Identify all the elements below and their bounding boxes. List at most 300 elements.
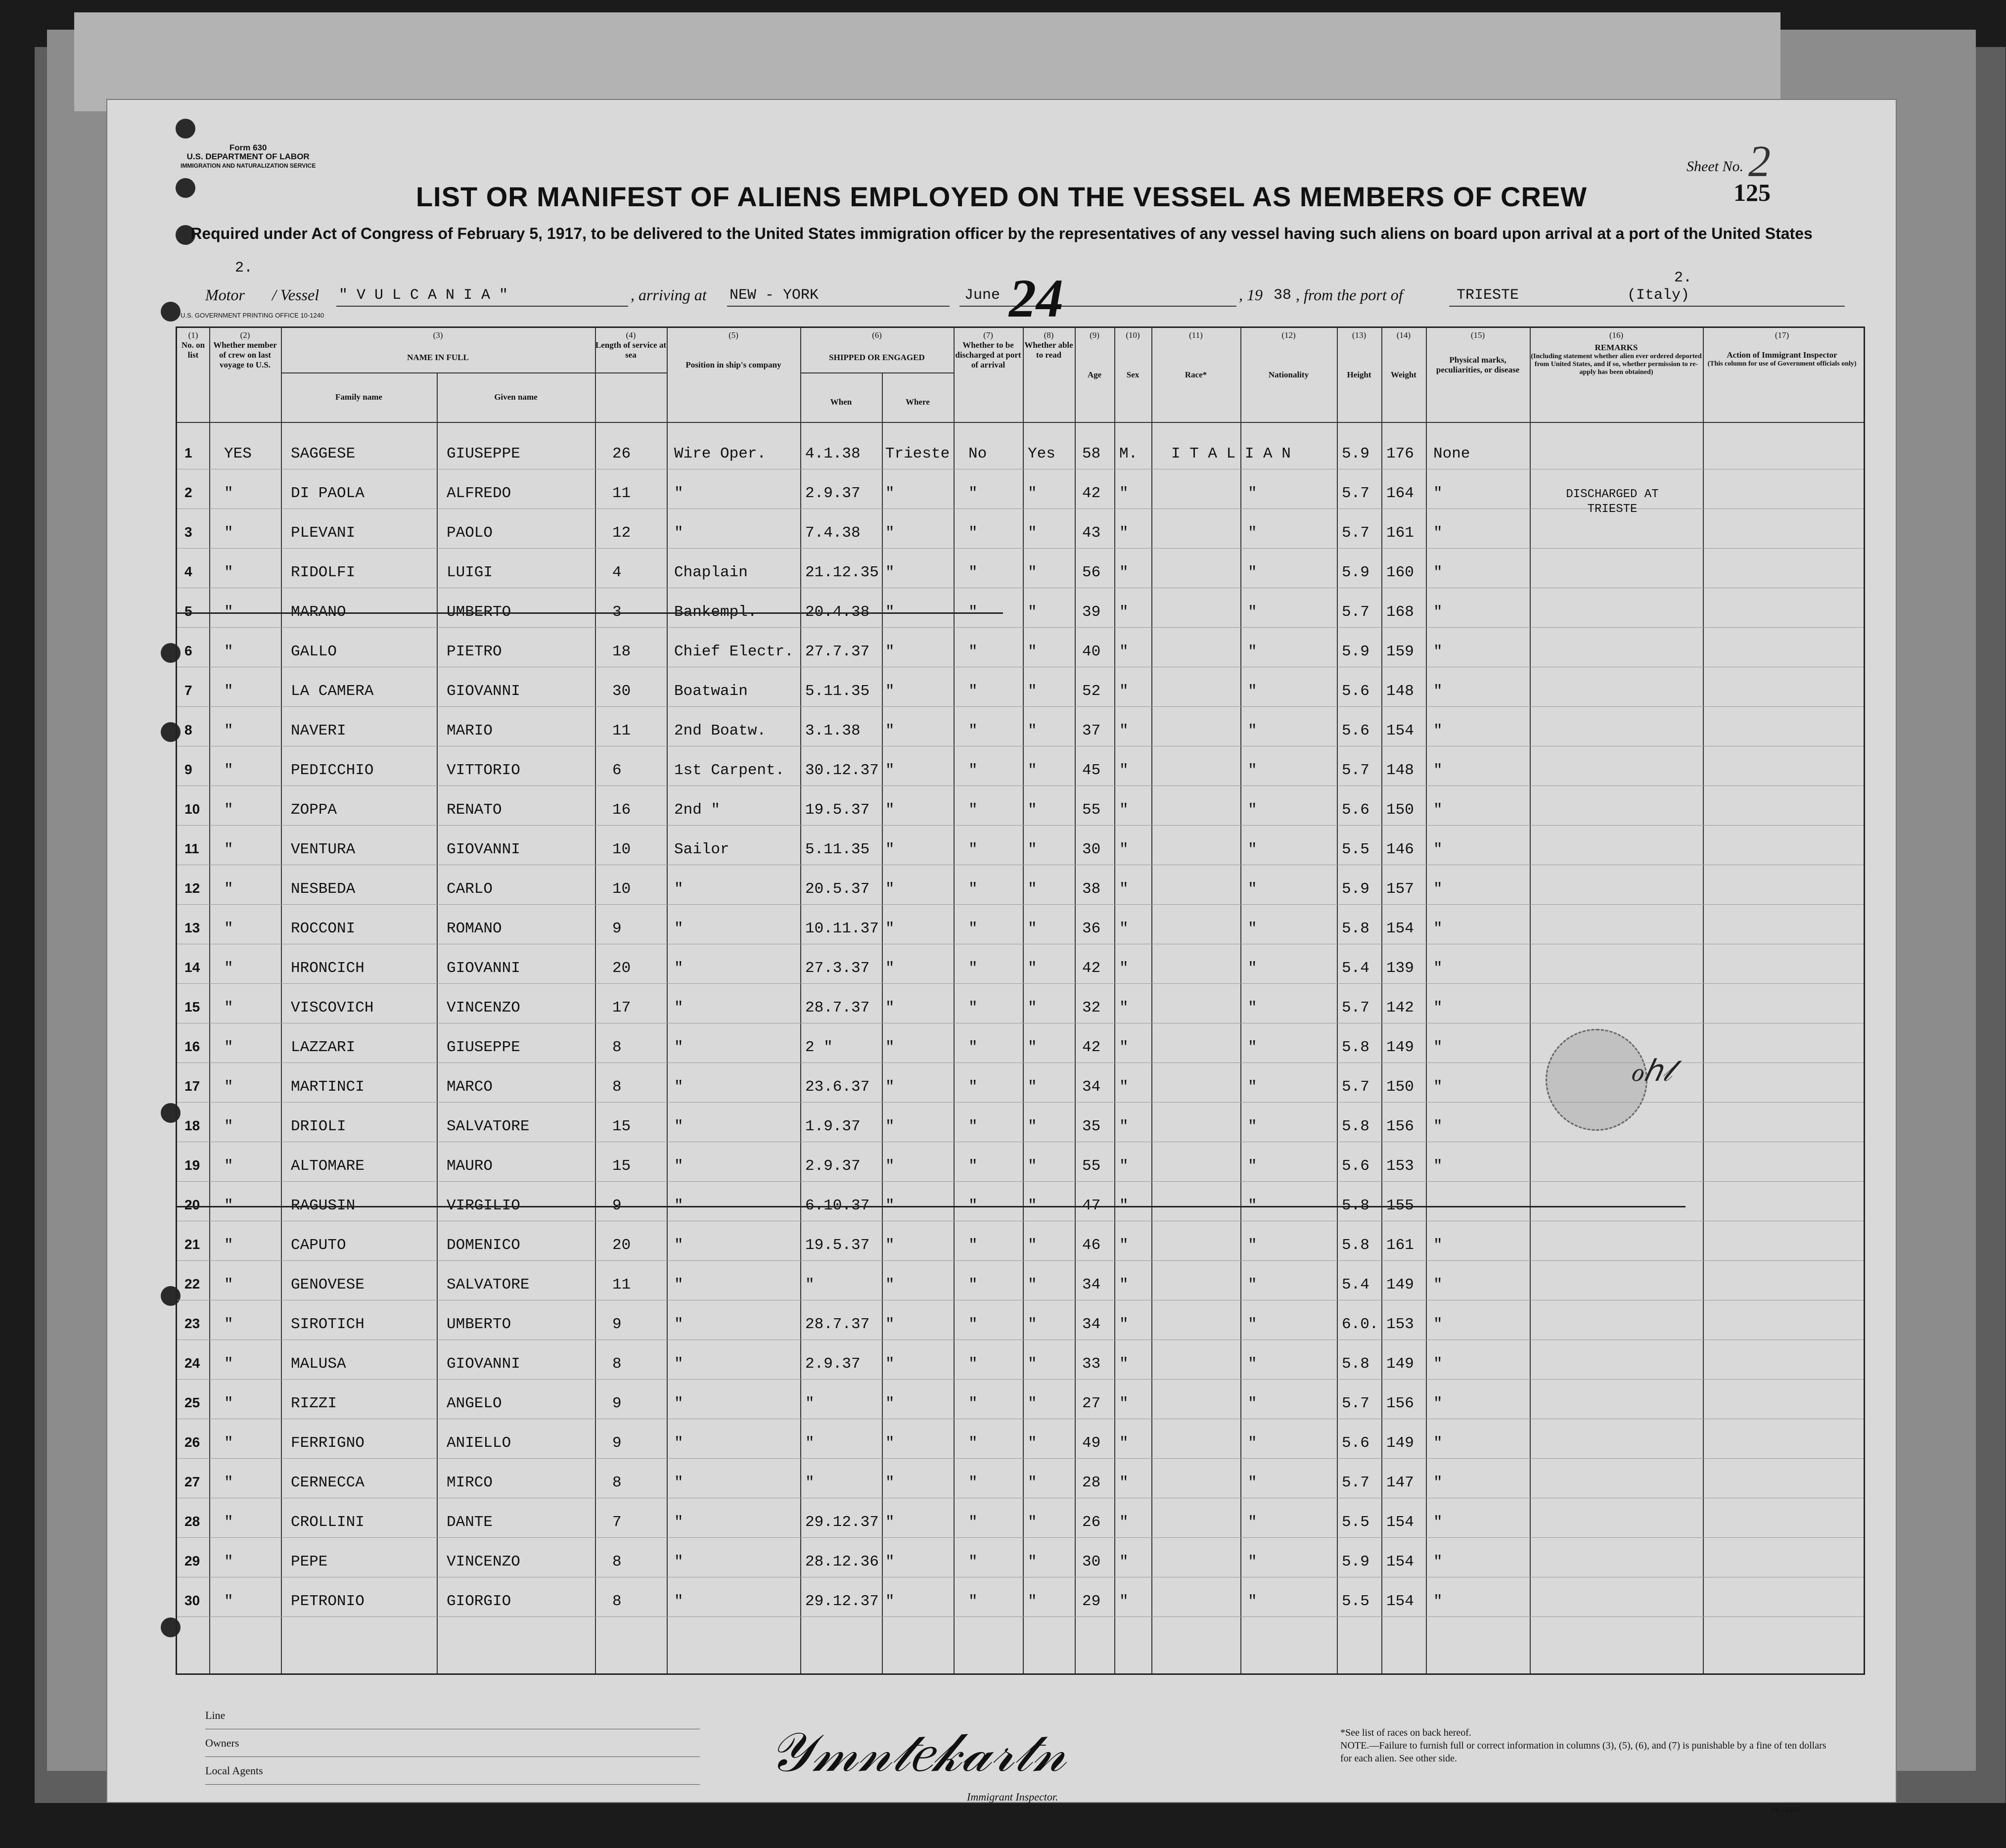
family-name-cell: LA CAMERA [291,683,374,700]
shipped-when-cell: 1.9.37 [805,1118,861,1135]
sex-cell: " [1119,1553,1129,1571]
weight-cell: 164 [1386,485,1414,502]
family-name-cell: CROLLINI [291,1514,365,1531]
sex-cell: " [1119,1316,1129,1333]
age-cell: 45 [1082,762,1101,779]
given-name-cell: ROMANO [447,920,502,937]
form-code: 14—1240 [1771,1805,1801,1813]
table-row [177,711,1864,750]
shipped-when-cell: 2.9.37 [805,1157,861,1175]
weight-cell: 150 [1386,801,1414,819]
physical-marks-cell: " [1433,524,1443,542]
weight-cell: 159 [1386,643,1414,660]
motor-label: Motor [205,286,245,304]
table-row [177,1344,1864,1383]
able-to-read-cell: " [1028,1197,1037,1214]
given-name-cell: ANGELO [447,1395,502,1412]
shipped-when-cell: 30.12.37 [805,762,879,779]
weight-cell: 149 [1386,1276,1414,1294]
header-list-number: (1) No. on list [181,330,205,360]
height-cell: 5.4 [1342,1276,1369,1294]
able-to-read-cell: " [1028,1514,1037,1531]
physical-marks-cell: " [1433,960,1443,977]
given-name-cell: ALFREDO [447,485,511,502]
family-name-cell: VENTURA [291,841,356,858]
given-name-cell: DOMENICO [447,1237,520,1254]
sex-cell: " [1119,1118,1129,1135]
table-row [177,1265,1864,1304]
list-number-cell: 14 [184,960,200,975]
nationality-cell: " [1248,1316,1257,1333]
family-name-cell: RIZZI [291,1395,337,1412]
service-length-cell: 9 [612,1434,622,1452]
sex-cell: " [1119,1157,1129,1175]
height-cell: 5.7 [1342,1078,1369,1096]
shipped-where-cell: " [885,1316,895,1333]
shipped-when-cell: 21.12.35 [805,564,879,581]
shipped-when-cell: 4.1.38 [805,445,861,462]
family-name-cell: SAGGESE [291,445,356,462]
table-row [177,632,1864,671]
physical-marks-cell: " [1433,1355,1443,1373]
shipped-where-cell: " [885,524,895,542]
physical-marks-cell: " [1433,1157,1443,1175]
position-cell: " [674,960,684,977]
position-cell: " [674,1316,684,1333]
arriving-label: , arriving at [631,286,707,304]
sex-cell: " [1119,485,1129,502]
age-cell: 55 [1082,1157,1101,1175]
weight-cell: 176 [1386,445,1414,462]
sex-cell: " [1119,603,1129,621]
physical-marks-cell: " [1433,564,1443,581]
footer-line-label: Line [205,1702,700,1729]
position-cell: " [674,485,684,502]
given-name-cell: LUIGI [447,564,493,581]
shipped-when-cell: 27.7.37 [805,643,870,660]
last-voyage-cell: " [224,1276,233,1294]
weight-cell: 153 [1386,1316,1414,1333]
position-cell: " [674,1434,684,1452]
position-cell: " [674,1197,684,1214]
physical-marks-cell: " [1433,1237,1443,1254]
given-name-cell: SALVATORE [447,1118,530,1135]
able-to-read-cell: Yes [1028,445,1055,462]
discharged-cell: " [968,801,978,819]
family-name-cell: RIDOLFI [291,564,356,581]
last-voyage-cell: " [224,524,233,542]
shipped-where-cell: " [885,1593,895,1610]
shipped-where-cell: " [885,1355,895,1373]
position-cell: Boatwain [674,683,748,700]
from-label: , from the port of [1296,286,1403,304]
age-cell: 38 [1082,880,1101,898]
service-length-cell: 10 [612,841,631,858]
list-number-cell: 18 [184,1118,200,1133]
position-cell: " [674,1078,684,1096]
manifest-sheet [106,99,1897,1813]
service-length-cell: 18 [612,643,631,660]
last-voyage-cell: " [224,880,233,898]
discharged-cell: " [968,841,978,858]
service-length-cell: 9 [612,1316,622,1333]
age-cell: 26 [1082,1514,1101,1531]
last-voyage-cell: YES [224,445,252,462]
weight-cell: 154 [1386,1553,1414,1571]
shipped-where-cell: Trieste [885,445,950,462]
table-row [177,830,1864,869]
age-cell: 52 [1082,683,1101,700]
sex-cell: " [1119,801,1129,819]
able-to-read-cell: " [1028,1157,1037,1175]
last-voyage-cell: " [224,1118,233,1135]
height-cell: 5.5 [1342,841,1369,858]
family-name-cell: PEPE [291,1553,328,1571]
header-last-voyage: (2) Whether member of crew on last voyage to U.S. [213,330,277,370]
last-voyage-cell: " [224,1078,233,1096]
physical-marks-cell: " [1433,880,1443,898]
physical-marks-cell: " [1433,1118,1443,1135]
header-race: (11) Race* [1185,330,1207,379]
table-row [177,790,1864,829]
shipped-where-cell: " [885,841,895,858]
given-name-cell: UMBERTO [447,1316,511,1333]
last-voyage-cell: " [224,564,233,581]
service-length-cell: 20 [612,960,631,977]
service-length-cell: 8 [612,1474,622,1491]
nationality-cell: " [1248,1276,1257,1294]
shipped-where-cell: " [885,603,895,621]
header-position: (5) Position in ship's company [685,330,781,370]
age-cell: 56 [1082,564,1101,581]
position-cell: 2nd " [674,801,721,819]
physical-marks-cell: None [1433,445,1470,462]
able-to-read-cell: " [1028,1237,1037,1254]
service-length-cell: 15 [612,1157,631,1175]
family-name-cell: HRONCICH [291,960,365,977]
able-to-read-cell: " [1028,999,1037,1016]
given-name-cell: DANTE [447,1514,493,1531]
service-length-cell: 8 [612,1039,622,1056]
list-number-cell: 27 [184,1474,200,1489]
last-voyage-cell: " [224,1237,233,1254]
discharged-cell: " [968,1474,978,1491]
height-cell: 5.5 [1342,1593,1369,1610]
sex-cell: " [1119,524,1129,542]
sex-cell: " [1119,1078,1129,1096]
header-shipped: (6) SHIPPED OR ENGAGED [829,330,925,362]
shipped-when-cell: 20.5.37 [805,880,870,898]
shipped-when-cell: 29.12.37 [805,1514,879,1531]
shipped-when-cell: 10.11.37 [805,920,879,937]
physical-marks-cell: " [1433,1434,1443,1452]
sex-cell: M. [1119,445,1138,462]
crew-table [176,326,1865,1675]
able-to-read-cell: " [1028,1474,1037,1491]
departure-port: TRIESTE [1457,287,1519,304]
sex-cell: " [1119,1197,1129,1214]
header-sex: (10) Sex [1126,330,1140,379]
age-cell: 30 [1082,1553,1101,1571]
age-cell: 55 [1082,801,1101,819]
header-read: (8) Whether able to read [1024,330,1073,360]
shipped-where-cell: " [885,999,895,1016]
service-length-cell: 16 [612,801,631,819]
list-number-cell: 11 [184,841,199,856]
table-row [177,593,1864,631]
family-name-cell: DI PAOLA [291,485,365,502]
header-inspector-action: (17) Action of Immigrant Inspector (This column for use of Government officials only) [1707,330,1857,368]
physical-marks-cell: " [1433,1039,1443,1056]
shipped-when-cell: 5.11.35 [805,841,870,858]
shipped-where-cell: " [885,1474,895,1491]
family-name-cell: ZOPPA [291,801,337,819]
family-name-cell: ALTOMARE [291,1157,365,1175]
inspector-label: Immigrant Inspector. [967,1791,1058,1803]
voyage-number-right: 2. [1674,270,1692,286]
able-to-read-cell: " [1028,841,1037,858]
height-cell: 5.6 [1342,722,1369,739]
voyage-number-left: 2. [235,260,253,277]
sex-cell: " [1119,920,1129,937]
given-name-cell: VINCENZO [447,999,520,1016]
able-to-read-cell: " [1028,564,1037,581]
position-cell: " [674,1039,684,1056]
shipped-where-cell: " [885,722,895,739]
weight-cell: 168 [1386,603,1414,621]
nationality-cell: " [1248,524,1257,542]
list-number-cell: 8 [184,722,192,738]
position-cell: 2nd Boatw. [674,722,767,739]
service-length-cell: 26 [612,445,631,462]
header-where: Where [906,397,930,407]
shipped-where-cell: " [885,683,895,700]
physical-marks-cell: " [1433,920,1443,937]
shipped-when-cell: " [805,1434,815,1452]
given-name-cell: MIRCO [447,1474,493,1491]
table-row [177,1147,1864,1185]
nationality-cell: " [1248,1078,1257,1096]
height-cell: 5.7 [1342,485,1369,502]
discharged-cell: " [968,1316,978,1333]
nationality-cell: " [1248,801,1257,819]
table-row [177,1503,1864,1541]
background-sheet [74,12,1780,111]
discharged-cell: " [968,1276,978,1294]
last-voyage-cell: " [224,603,233,621]
service-length-cell: 8 [612,1593,622,1610]
list-number-cell: 19 [184,1157,200,1173]
position-cell: " [674,1593,684,1610]
strike-through-line [177,1206,1686,1207]
service-length-cell: 3 [612,603,622,621]
weight-cell: 142 [1386,999,1414,1016]
age-cell: 34 [1082,1078,1101,1096]
list-number-cell: 25 [184,1395,200,1410]
shipped-when-cell: 3.1.38 [805,722,861,739]
able-to-read-cell: " [1028,960,1037,977]
discharged-cell: " [968,1355,978,1373]
height-cell: 5.8 [1342,1355,1369,1373]
position-cell: " [674,524,684,542]
shipped-when-cell: 23.6.37 [805,1078,870,1096]
table-row [177,1226,1864,1264]
footer-owners-label: Owners [205,1729,700,1757]
discharged-cell: " [968,880,978,898]
sex-cell: " [1119,841,1129,858]
seal-initials: ℴℎ𝓁 [1630,1055,1672,1087]
position-cell: " [674,1474,684,1491]
height-cell: 5.8 [1342,920,1369,937]
height-cell: 5.6 [1342,1157,1369,1175]
list-number-cell: 13 [184,920,200,935]
table-row [177,1582,1864,1620]
shipped-where-cell: " [885,960,895,977]
physical-marks-cell: " [1433,1395,1443,1412]
service-length-cell: 7 [612,1514,622,1531]
last-voyage-cell: " [224,1355,233,1373]
able-to-read-cell: " [1028,1039,1037,1056]
discharged-cell: " [968,1395,978,1412]
weight-cell: 146 [1386,841,1414,858]
service-length-cell: 11 [612,722,631,739]
family-name-cell: NAVERI [291,722,346,739]
table-row [177,1384,1864,1423]
list-number-cell: 1 [184,445,192,461]
vessel-label: / Vessel [272,286,319,304]
shipped-where-cell: " [885,1118,895,1135]
header-given-name: Given name [494,392,538,402]
physical-marks-cell: " [1433,485,1443,502]
able-to-read-cell: " [1028,1078,1037,1096]
shipped-when-cell: 27.3.37 [805,960,870,977]
position-cell: Bankempl. [674,603,757,621]
height-cell: 5.7 [1342,524,1369,542]
weight-cell: 161 [1386,524,1414,542]
physical-marks-cell: " [1433,722,1443,739]
nationality-cell: " [1248,920,1257,937]
year-prefix: , 19 [1239,286,1263,304]
shipped-where-cell: " [885,564,895,581]
shipped-where-cell: " [885,1197,895,1214]
arrival-month: June [964,287,1001,304]
physical-marks-cell: " [1433,1474,1443,1491]
nationality-cell: " [1248,1355,1257,1373]
weight-cell: 156 [1386,1118,1414,1135]
list-number-cell: 29 [184,1553,200,1569]
list-number-cell: 23 [184,1316,200,1331]
last-voyage-cell: " [224,722,233,739]
weight-cell: 139 [1386,960,1414,977]
service-length-cell: 6 [612,762,622,779]
height-cell: 5.8 [1342,1039,1369,1056]
given-name-cell: CARLO [447,880,493,898]
last-voyage-cell: " [224,1514,233,1531]
list-number-cell: 10 [184,801,200,817]
inspector-signature: 𝒴𝓂𝓃𝓉𝑒𝓀𝒶𝓇𝓉𝓃 [769,1722,1066,1783]
age-cell: 49 [1082,1434,1101,1452]
shipped-where-cell: " [885,1434,895,1452]
position-cell: " [674,1237,684,1254]
service-length-cell: 9 [612,1197,622,1214]
discharged-cell: " [968,762,978,779]
header-when: When [830,397,852,407]
last-voyage-cell: " [224,999,233,1016]
list-number-cell: 7 [184,683,192,698]
shipped-when-cell: " [805,1395,815,1412]
given-name-cell: GIOVANNI [447,683,520,700]
age-cell: 28 [1082,1474,1101,1491]
sex-cell: " [1119,1434,1129,1452]
discharged-cell: " [968,1553,978,1571]
list-number-cell: 15 [184,999,200,1015]
family-name-cell: MALUSA [291,1355,346,1373]
height-cell: 5.7 [1342,1474,1369,1491]
table-row [177,751,1864,789]
list-number-cell: 3 [184,524,192,540]
shipped-when-cell: 19.5.37 [805,801,870,819]
header-service-length: (4) Length of service at sea [595,330,667,360]
list-number-cell: 2 [184,485,192,500]
family-name-cell: DRIOLI [291,1118,346,1135]
given-name-cell: VINCENZO [447,1553,520,1571]
service-length-cell: 8 [612,1553,622,1571]
position-cell: " [674,1276,684,1294]
able-to-read-cell: " [1028,1434,1037,1452]
service-length-cell: 4 [612,564,622,581]
position-cell: " [674,920,684,937]
given-name-cell: VIRGILIO [447,1197,520,1214]
discharged-cell: " [968,1197,978,1214]
list-number-cell: 17 [184,1078,200,1094]
family-name-cell: NESBEDA [291,880,356,898]
list-number-cell: 6 [184,643,192,658]
height-cell: 5.6 [1342,1434,1369,1452]
sex-cell: " [1119,1039,1129,1056]
position-cell: Chief Electr. [674,643,794,660]
able-to-read-cell: " [1028,1355,1037,1373]
shipped-when-cell: " [805,1276,815,1294]
last-voyage-cell: " [224,762,233,779]
physical-marks-cell: " [1433,999,1443,1016]
position-cell: " [674,1395,684,1412]
sex-cell: " [1119,1593,1129,1610]
shipped-where-cell: " [885,485,895,502]
able-to-read-cell: " [1028,762,1037,779]
able-to-read-cell: " [1028,603,1037,621]
header-physical-marks: (15) Physical marks, peculiarities, or disease [1436,330,1520,374]
sex-cell: " [1119,643,1129,660]
height-cell: 5.5 [1342,1514,1369,1531]
able-to-read-cell: " [1028,1118,1037,1135]
table-row [177,434,1864,473]
sex-cell: " [1119,1355,1129,1373]
header-discharged: (7) Whether to be discharged at port of arrival [955,330,1021,370]
position-cell: Sailor [674,841,729,858]
weight-cell: 148 [1386,762,1414,779]
service-length-cell: 30 [612,683,631,700]
age-cell: 36 [1082,920,1101,937]
family-name-cell: MARTINCI [291,1078,365,1096]
position-cell: " [674,880,684,898]
physical-marks-cell: " [1433,1316,1443,1333]
physical-marks-cell: " [1433,683,1443,700]
age-cell: 32 [1082,999,1101,1016]
able-to-read-cell: " [1028,880,1037,898]
able-to-read-cell: " [1028,1553,1037,1571]
given-name-cell: SALVATORE [447,1276,530,1294]
age-cell: 27 [1082,1395,1101,1412]
